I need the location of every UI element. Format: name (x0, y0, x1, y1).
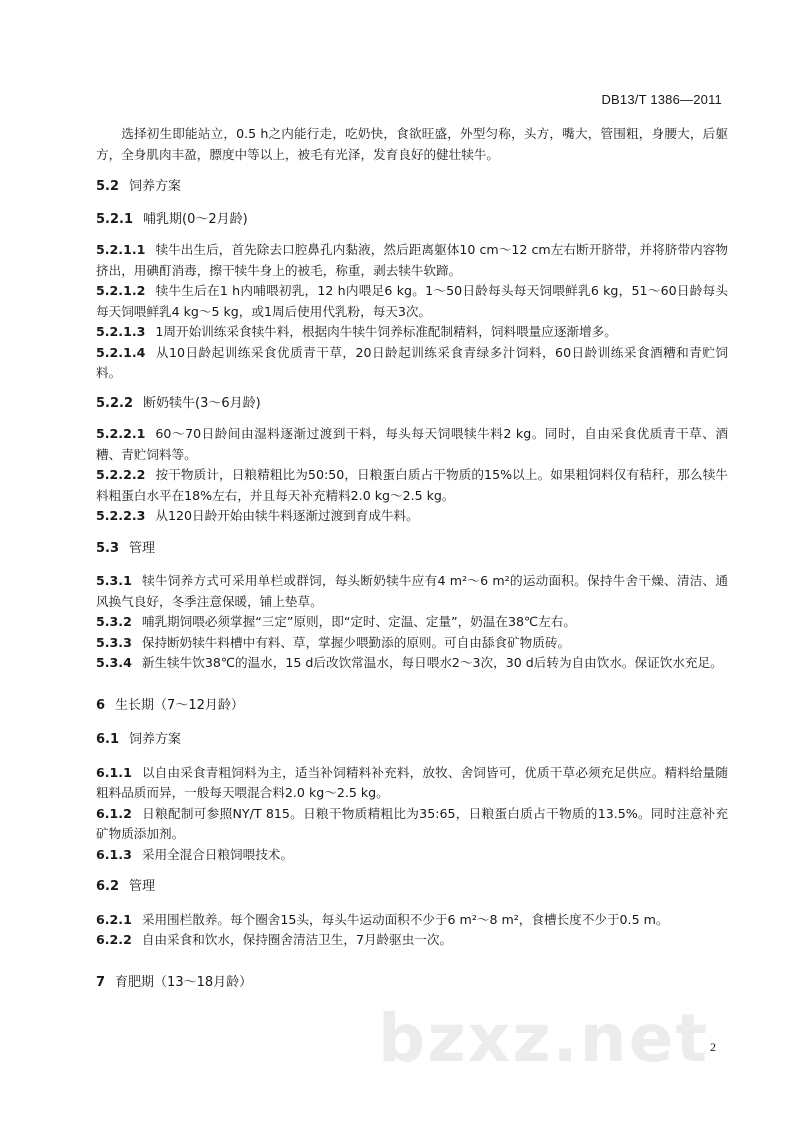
page-number: 2 (710, 1040, 716, 1054)
clause-5-2-1-3 (96, 322, 728, 343)
clause-number: 5.3.2 (96, 614, 132, 629)
clause-text: 新生犊牛饮38℃的温水，15 d后改饮常温水，每日喂水2～3次，30 d后转为自由饮水。保证饮水充足。 (141, 655, 723, 670)
section-number: 6.1 (96, 732, 120, 747)
clause-number: 5.2.2.2 (96, 467, 146, 482)
clause-number: 5.2.2.3 (96, 508, 146, 523)
clause-6-1-1 (96, 763, 728, 804)
clause-number: 5.2.1.4 (96, 344, 146, 360)
clause-text: 按干物质计，日粮精粗比为50:50，日粮蛋白质占干物质的15%以上。如果粗饲料仅有秸秆，那么犊牛料粗蛋白水平在18%左右，并且每天补充精料2.0 kg～2.5 kg。 (96, 467, 728, 503)
clause-5-2-2-2 (96, 465, 728, 506)
clause-text: 60～70日龄间由湿料逐渐过渡到干料，每头每天饲喂犊牛料2 kg。同时，自由采食优质青干草、酒糟、青贮饲料等。 (96, 426, 728, 462)
clause-text: 哺乳期饲喂必须掌握“三定”原则，即“定时、定温、定量”，奶温在38℃左右。 (141, 614, 576, 629)
clause-6-1-2 (96, 804, 728, 845)
chapter-title: 育肥期（13～18月龄） (115, 974, 253, 990)
clause-6-1-3 (96, 845, 728, 866)
clause-5-2-2-3 (96, 506, 728, 527)
clause-number: 5.2.1.1 (96, 242, 146, 257)
clause-text: 从120日龄开始由犊牛料逐渐过渡到育成牛料。 (155, 508, 419, 523)
clause-5-2-1-1 (96, 240, 728, 281)
clause-number: 6.2.1 (96, 911, 132, 927)
chapter-7-heading (96, 973, 728, 994)
section-5-2-heading (96, 177, 728, 198)
section-number: 6.2 (96, 879, 120, 894)
section-number: 5.2 (96, 179, 120, 194)
standard-code: DB13/T 1386—2011 (601, 92, 722, 107)
clause-6-2-2 (96, 930, 728, 951)
clause-number: 5.2.2.1 (96, 426, 146, 441)
clause-5-3-1 (96, 571, 728, 612)
clause-number: 6.1.2 (96, 805, 132, 821)
clause-text: 犊牛生后在1 h内哺喂初乳，12 h内喂足6 kg。1～50日龄每头每天饲喂鲜乳6 kg，51～60日龄每头每天饲喂鲜乳4 kg～5 kg，或1周后使用代乳粉，每天3次。 (96, 283, 728, 319)
clause-text: 1周开始训练采食犊牛料，根据肉牛犊牛饲养标准配制精料，饲料喂量应逐渐增多。 (155, 324, 617, 339)
clause-number: 5.3.1 (96, 573, 132, 588)
clause-text: 日粮配制可参照NY/T 815。日粮干物质精粗比为35:65，日粮蛋白质占干物质的13.5%。同时注意补充矿物质添加剂。 (96, 805, 728, 841)
clause-text: 采用围栏散养。每个圈舍15头，每头牛运动面积不少于6 m²～8 m²，食槽长度不少于0.5 m。 (141, 911, 669, 927)
clause-5-2-1-2 (96, 281, 728, 322)
section-title: 断奶犊牛(3～6月龄) (143, 395, 261, 411)
chapter-number: 7 (96, 974, 106, 990)
clause-5-3-4 (96, 653, 728, 674)
clause-number: 6.1.3 (96, 846, 132, 862)
clause-text: 以自由采食青粗饲料为主，适当补饲精料补充料，放牧、舍饲皆可，优质干草必须充足供应。精料给量随粗料品质而异，一般每天喂混合料2.0 kg～2.5 kg。 (96, 764, 728, 800)
section-number: 5.2.1 (96, 211, 134, 227)
clause-number: 5.3.4 (96, 655, 132, 670)
clause-6-2-1 (96, 910, 728, 931)
clause-text: 自由采食和饮水，保持圈舍清洁卫生，7月龄驱虫一次。 (141, 932, 453, 947)
clause-5-3-2 (96, 612, 728, 633)
section-title: 饲养方案 (129, 732, 182, 747)
clause-number: 5.3.3 (96, 634, 132, 650)
clause-text: 保持断奶犊牛料槽中有料、草，掌握少喂勤添的原则。可自由舔食矿物质砖。 (141, 634, 571, 650)
intro-paragraph: 选择初生即能站立，0.5 h之内能行走，吃奶快，食欲旺盛，外型匀称，头方，嘴大，管围粗，身腰大，后躯方，全身肌肉丰盈，膘度中等以上，被毛有光泽，发育良好的健壮犊牛。 (96, 126, 728, 162)
watermark: bzxz.net (378, 1000, 710, 1077)
section-5-3-heading (96, 539, 728, 560)
document-body (96, 124, 728, 1007)
clause-number: 5.2.1.2 (96, 283, 146, 298)
clause-5-2-1-4 (96, 343, 728, 384)
clause-5-2-2-1 (96, 424, 728, 465)
clause-number: 6.1.1 (96, 764, 132, 780)
section-number: 5.2.2 (96, 395, 134, 411)
section-title: 管理 (129, 879, 156, 894)
clause-text: 采用全混合日粮饲喂技术。 (141, 846, 293, 862)
section-title: 饲养方案 (129, 179, 182, 194)
clause-5-3-3 (96, 633, 728, 654)
section-number: 5.3 (96, 540, 120, 556)
clause-number: 5.2.1.3 (96, 324, 146, 339)
section-5-2-1-heading (96, 210, 728, 231)
clause-text: 犊牛饲养方式可采用单栏或群饲，每头断奶犊牛应有4 m²～6 m²的运动面积。保持牛舍干燥、清洁、通风换气良好，冬季注意保暖，铺上垫草。 (96, 573, 728, 609)
section-title: 管理 (129, 540, 156, 556)
chapter-6-heading (96, 696, 728, 717)
chapter-title: 生长期（7～12月龄） (115, 697, 244, 713)
clause-text: 犊牛出生后，首先除去口腔鼻孔内黏液，然后距离躯体10 cm～12 cm左右断开脐带，并将脐带内容物挤出，用碘酊消毒，擦干犊牛身上的被毛，称重，剥去犊牛软蹄。 (96, 242, 728, 278)
section-6-2-heading (96, 877, 728, 898)
clause-text: 从10日龄起训练采食优质青干草，20日龄起训练采食青绿多汁饲料，60日龄训练采食酒糟和青贮饲料。 (96, 344, 728, 380)
section-5-2-2-heading (96, 394, 728, 415)
section-6-1-heading (96, 730, 728, 751)
section-title: 哺乳期(0～2月龄) (143, 211, 248, 227)
chapter-number: 6 (96, 697, 106, 713)
clause-number: 6.2.2 (96, 932, 132, 947)
